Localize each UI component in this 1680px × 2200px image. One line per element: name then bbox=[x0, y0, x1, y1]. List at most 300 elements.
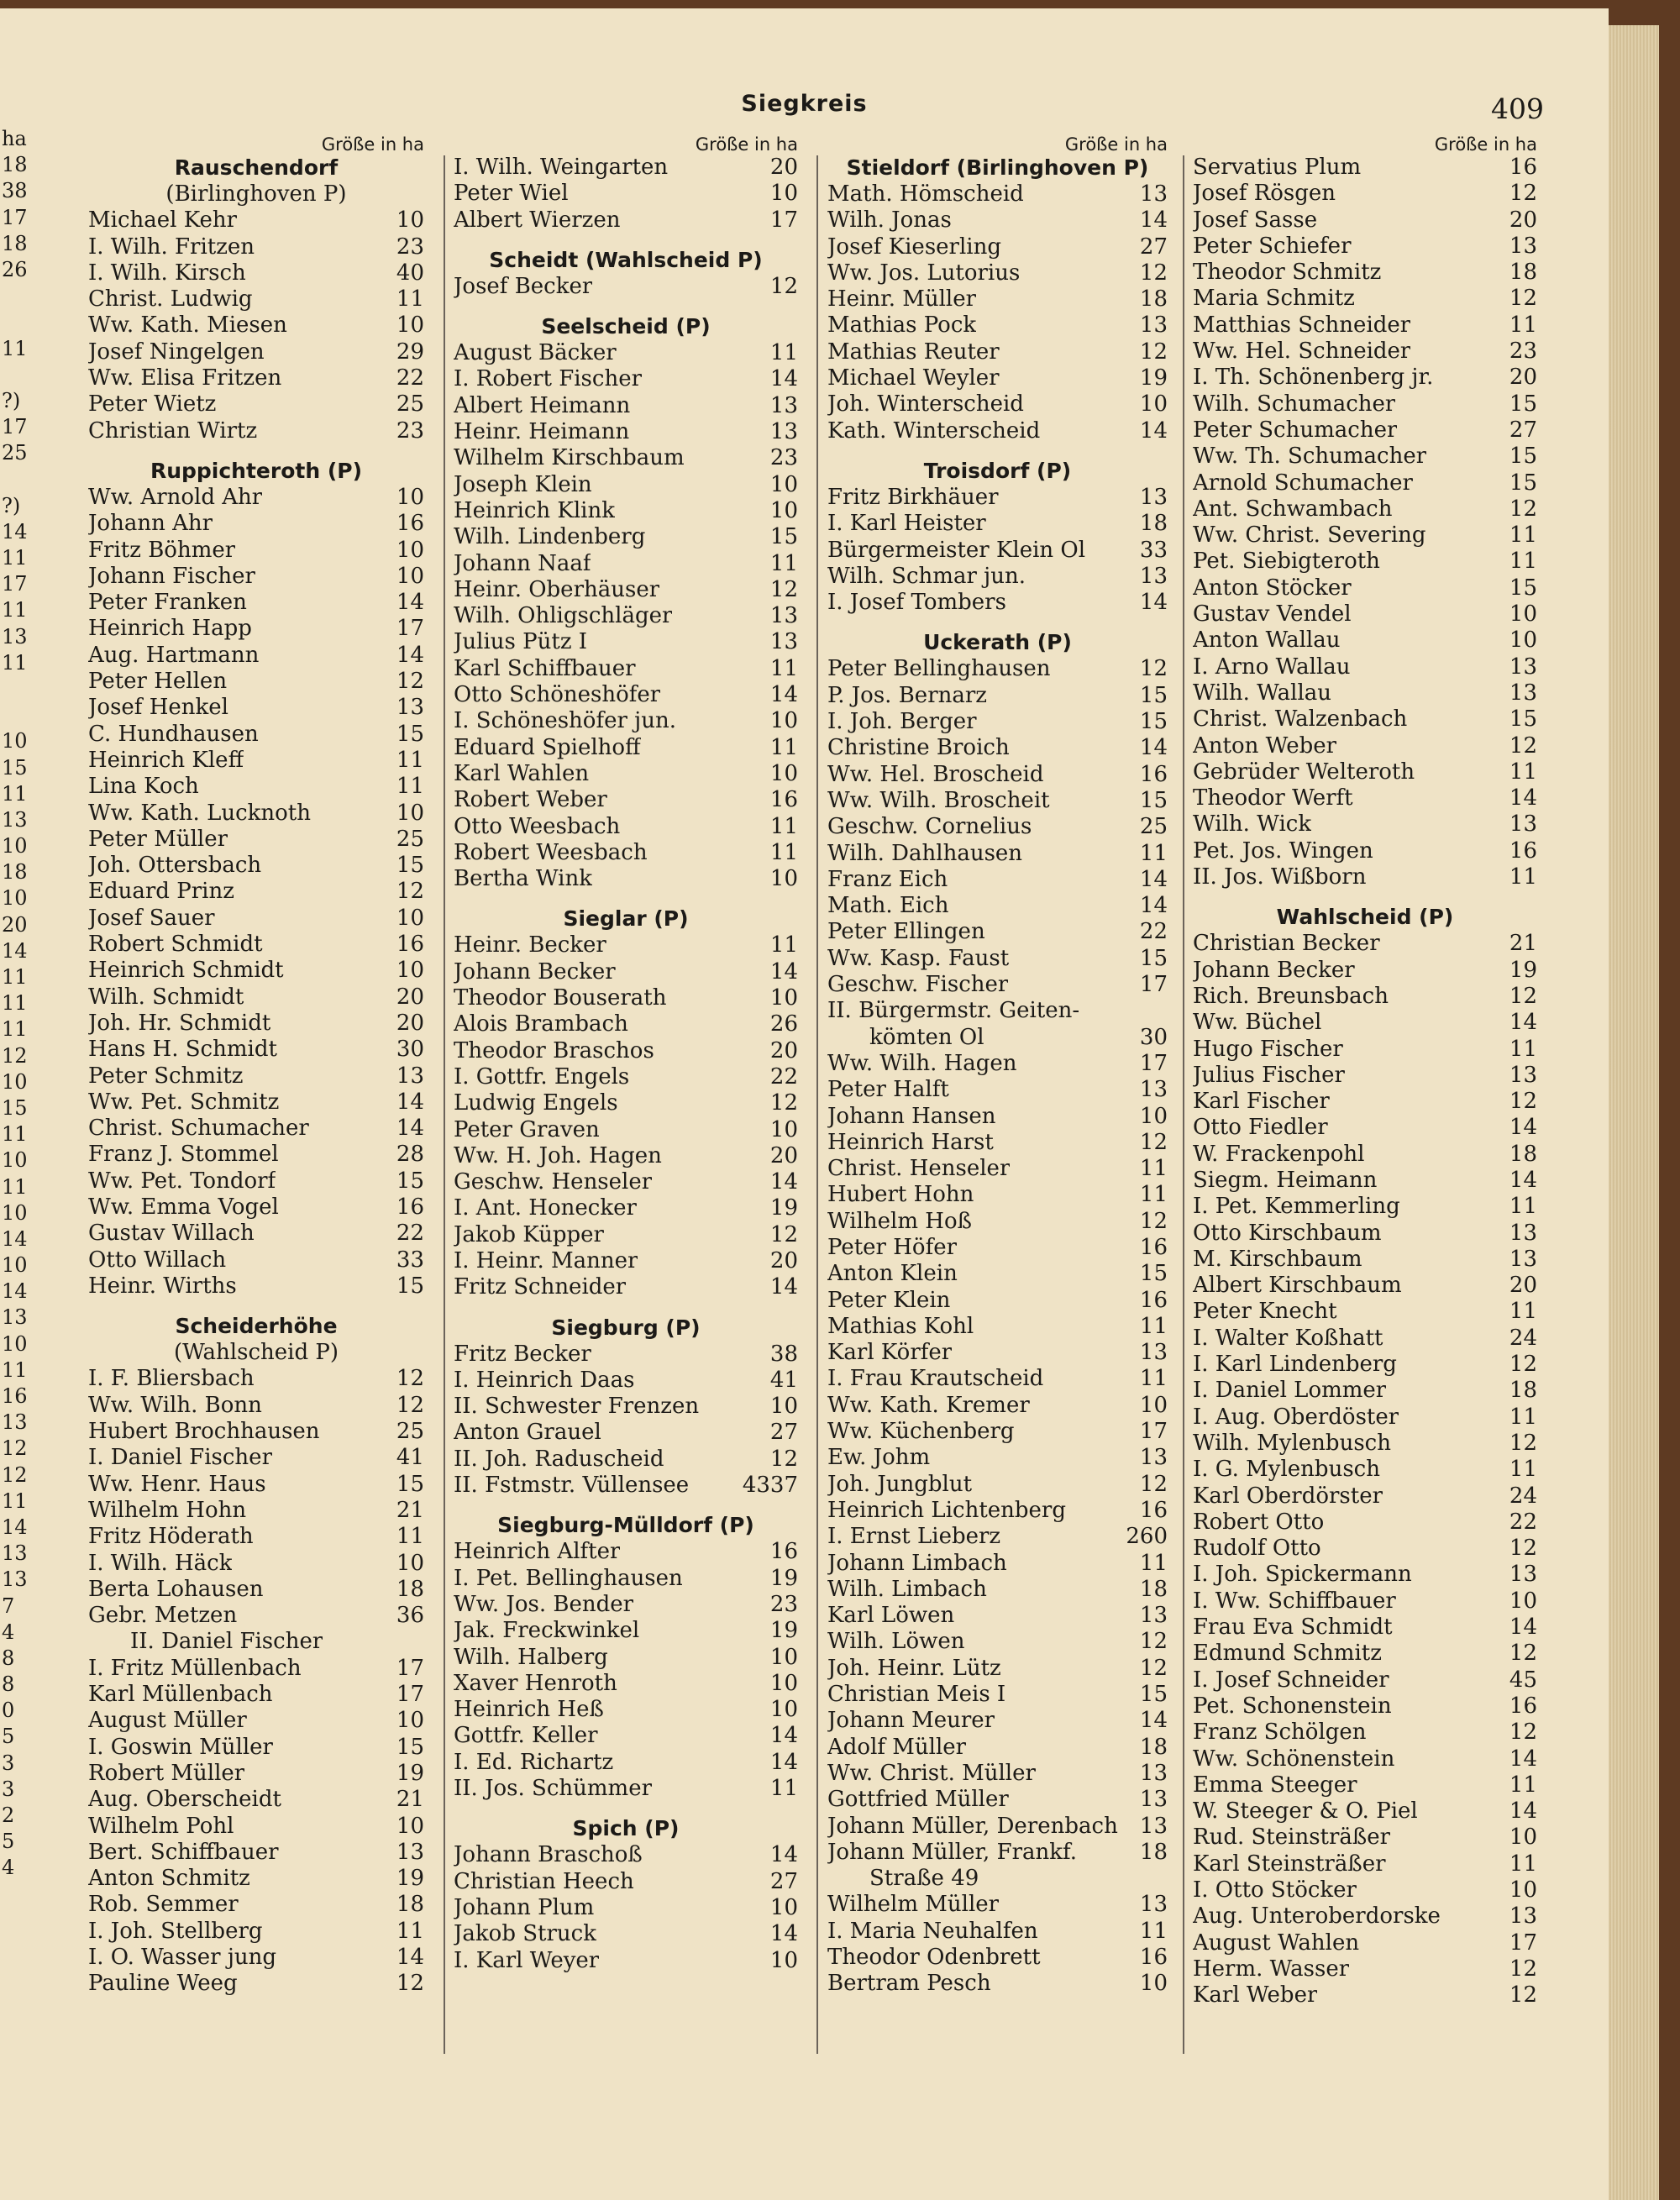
land-size: 18 bbox=[396, 1892, 424, 1918]
owner-entry bbox=[88, 774, 424, 800]
owner-name: I. Pet. Kemmerling bbox=[1193, 1194, 1400, 1220]
size-unit-label: Größe in ha bbox=[1064, 134, 1168, 155]
owner-name: Joh. Winterscheid bbox=[827, 391, 1024, 417]
land-size: 14 bbox=[396, 1945, 424, 1970]
owner-name: I. Otto Stöcker bbox=[1193, 1877, 1357, 1903]
land-size: 14 bbox=[396, 590, 424, 616]
owner-name: Karl Körfer bbox=[827, 1340, 953, 1366]
owner-entry bbox=[454, 1566, 798, 1592]
owner-entry bbox=[88, 312, 424, 339]
owner-entry bbox=[827, 1735, 1168, 1761]
owner-name: I. Karl Weyer bbox=[454, 1947, 600, 1973]
owner-entry bbox=[1193, 1115, 1537, 1141]
owner-entry bbox=[454, 577, 798, 603]
land-size: 20 bbox=[769, 1142, 798, 1168]
owner-name: Rob. Semmer bbox=[88, 1892, 239, 1918]
owner-name: Ww. Emma Vogel bbox=[88, 1194, 279, 1220]
owner-entry bbox=[1193, 1720, 1537, 1746]
land-size: 10 bbox=[769, 1670, 798, 1696]
owner-entry bbox=[1193, 286, 1537, 312]
land-size: 12 bbox=[769, 273, 798, 299]
owner-entry bbox=[827, 735, 1168, 761]
owner-entry bbox=[1193, 1221, 1537, 1247]
owner-name: I. Maria Neuhalfen bbox=[827, 1918, 1038, 1944]
owner-entry bbox=[454, 1274, 798, 1300]
owner-entry bbox=[827, 312, 1168, 339]
land-size: 10 bbox=[769, 708, 798, 734]
owner-entry bbox=[88, 1037, 424, 1063]
land-size: 12 bbox=[1509, 1089, 1537, 1115]
owner-name: I. Joh. Stellberg bbox=[88, 1918, 263, 1944]
owner-name: I. Frau Krautscheid bbox=[827, 1366, 1044, 1392]
owner-name: Christ. Ludwig bbox=[88, 286, 253, 312]
margin-value bbox=[0, 309, 42, 335]
owner-entry bbox=[88, 1524, 424, 1550]
owner-entry bbox=[827, 564, 1168, 590]
owner-entry bbox=[454, 1447, 798, 1473]
owner-entry bbox=[88, 260, 424, 286]
owner-entry bbox=[1193, 1956, 1537, 1982]
land-size: 15 bbox=[396, 853, 424, 879]
owner-entry bbox=[88, 1195, 424, 1221]
locality-title: Uckerath (P) bbox=[923, 630, 1072, 655]
locality-title: Siegburg (P) bbox=[551, 1315, 701, 1340]
owner-entry bbox=[827, 1629, 1168, 1655]
land-size: 15 bbox=[769, 524, 798, 550]
owner-name: Josef Sauer bbox=[88, 905, 215, 931]
owner-entry bbox=[454, 340, 798, 366]
land-size: 13 bbox=[1509, 680, 1537, 706]
owner-entry bbox=[88, 958, 424, 984]
owner-entry bbox=[88, 1393, 424, 1419]
land-size: 10 bbox=[1509, 1825, 1537, 1851]
land-size: 10 bbox=[1139, 1971, 1168, 1997]
land-size: 11 bbox=[1509, 1036, 1537, 1062]
owner-entry bbox=[827, 511, 1168, 537]
owner-entry bbox=[827, 260, 1168, 286]
owner-name: Johann Limbach bbox=[827, 1550, 1007, 1576]
owner-entry bbox=[88, 669, 424, 695]
owner-entry bbox=[454, 682, 798, 708]
owner-entry bbox=[827, 1551, 1168, 1577]
margin-value: 14 bbox=[2, 1515, 28, 1539]
owner-name: Johann Plum bbox=[454, 1894, 595, 1920]
margin-value: 7 bbox=[2, 1594, 15, 1618]
owner-entry bbox=[1193, 1037, 1537, 1063]
margin-value: 11 bbox=[2, 1017, 28, 1042]
owner-entry bbox=[1193, 1247, 1537, 1273]
running-head: Siegkreis bbox=[741, 91, 868, 117]
land-size: 11 bbox=[1139, 1550, 1168, 1576]
owner-entry bbox=[1193, 811, 1537, 837]
land-size: 23 bbox=[1509, 339, 1537, 365]
owner-entry bbox=[88, 538, 424, 564]
land-size: 15 bbox=[1509, 444, 1537, 470]
owner-name: Fritz Böhmer bbox=[88, 537, 236, 563]
land-size: 10 bbox=[1139, 1103, 1168, 1129]
margin-value: 13 bbox=[2, 1541, 28, 1566]
owner-entry bbox=[1193, 1378, 1537, 1404]
owner-name: Wilh. Mylenbusch bbox=[1193, 1430, 1391, 1456]
owner-name: Jakob Struck bbox=[454, 1921, 596, 1947]
land-size: 14 bbox=[769, 366, 798, 392]
owner-entry bbox=[88, 1551, 424, 1577]
owner-name: Fritz Schneider bbox=[454, 1274, 627, 1300]
owner-name: August Bäcker bbox=[454, 340, 617, 366]
land-size bbox=[1126, 998, 1168, 1024]
owner-entry bbox=[454, 1895, 798, 1921]
land-size: 18 bbox=[1139, 286, 1168, 312]
land-size: 11 bbox=[769, 1776, 798, 1802]
owner-name: Hugo Fischer bbox=[1193, 1036, 1343, 1062]
owner-name: Math. Eich bbox=[827, 893, 949, 919]
margin-value bbox=[0, 676, 42, 702]
land-size: 20 bbox=[1509, 1273, 1537, 1299]
land-size: 24 bbox=[1509, 1325, 1537, 1351]
land-size: 18 bbox=[1139, 1839, 1168, 1865]
land-size: 10 bbox=[396, 905, 424, 931]
owner-entry bbox=[1193, 1089, 1537, 1115]
land-size: 10 bbox=[769, 181, 798, 207]
owner-name: Wilhelm Pohl bbox=[88, 1813, 234, 1839]
owner-entry bbox=[454, 1143, 798, 1169]
owner-entry bbox=[88, 1419, 424, 1445]
owner-name: Christine Broich bbox=[827, 735, 1010, 761]
owner-name: I. Karl Lindenberg bbox=[1193, 1352, 1397, 1378]
land-size: 14 bbox=[1509, 1115, 1537, 1141]
owner-entry bbox=[827, 418, 1168, 444]
owner-entry bbox=[1193, 1588, 1537, 1615]
land-size: 12 bbox=[396, 1971, 424, 1997]
land-size: 33 bbox=[396, 1247, 424, 1273]
land-size: 10 bbox=[769, 1394, 798, 1420]
margin-value: ?) bbox=[2, 388, 21, 412]
land-size: 13 bbox=[1509, 811, 1537, 837]
owner-entry bbox=[454, 656, 798, 682]
land-size: 19 bbox=[769, 1565, 798, 1591]
land-size: 19 bbox=[1509, 957, 1537, 983]
owner-entry bbox=[88, 1919, 424, 1945]
owner-name: I. Fritz Müllenbach bbox=[88, 1655, 302, 1681]
land-size: 16 bbox=[1139, 1497, 1168, 1523]
owner-name: Robert Weesbach bbox=[454, 839, 648, 865]
owner-name: I. Heinrich Daas bbox=[454, 1367, 635, 1393]
margin-value: 10 bbox=[2, 729, 28, 753]
land-size: 17 bbox=[769, 207, 798, 233]
owner-entry bbox=[454, 524, 798, 550]
owner-entry bbox=[454, 1592, 798, 1618]
owner-name: Hubert Brochhausen bbox=[88, 1419, 320, 1445]
land-size: 15 bbox=[396, 1168, 424, 1194]
margin-value: ha bbox=[2, 127, 27, 150]
page-edges bbox=[1609, 25, 1659, 2200]
owner-name: Geschw. Henseler bbox=[454, 1169, 653, 1195]
owner-entry bbox=[827, 181, 1168, 207]
owner-name: Franz Eich bbox=[827, 866, 948, 892]
land-size: 23 bbox=[769, 445, 798, 471]
margin-value: 15 bbox=[2, 1095, 28, 1120]
owner-entry bbox=[827, 1866, 1168, 1892]
owner-entry bbox=[827, 919, 1168, 945]
owner-entry bbox=[827, 1261, 1168, 1287]
land-size: 15 bbox=[396, 1471, 424, 1497]
owner-entry bbox=[88, 906, 424, 932]
owner-entry bbox=[88, 485, 424, 511]
land-size: 18 bbox=[1139, 511, 1168, 537]
land-size: 15 bbox=[1509, 391, 1537, 417]
owner-entry bbox=[827, 1156, 1168, 1182]
land-size: 14 bbox=[396, 1116, 424, 1142]
land-size: 14 bbox=[769, 1749, 798, 1775]
land-size: 16 bbox=[1139, 1234, 1168, 1260]
locality-section bbox=[454, 247, 798, 300]
owner-entry bbox=[454, 1473, 798, 1499]
land-size: 16 bbox=[1139, 1945, 1168, 1970]
land-size: 14 bbox=[1139, 735, 1168, 761]
owner-name: I. Ant. Honecker bbox=[454, 1195, 637, 1221]
land-size: 14 bbox=[1509, 1746, 1537, 1772]
owner-name: Aug. Oberscheidt bbox=[88, 1787, 281, 1813]
land-size: 17 bbox=[1509, 1930, 1537, 1956]
land-size: 10 bbox=[769, 985, 798, 1011]
owner-entry bbox=[827, 972, 1168, 998]
land-size: 19 bbox=[769, 1195, 798, 1221]
land-size: 11 bbox=[1139, 1182, 1168, 1208]
column-1 bbox=[88, 134, 424, 1998]
owner-entry bbox=[88, 1787, 424, 1813]
land-size: 12 bbox=[1509, 181, 1537, 207]
land-size: 11 bbox=[769, 813, 798, 839]
land-size: 20 bbox=[769, 1247, 798, 1273]
land-size: 22 bbox=[1139, 919, 1168, 945]
owner-entry bbox=[454, 708, 798, 734]
locality-title: Ruppichteroth (P) bbox=[150, 458, 363, 483]
margin-value: 14 bbox=[2, 1279, 28, 1304]
land-size: 23 bbox=[396, 234, 424, 260]
owner-name: Heinrich Kleff bbox=[88, 747, 244, 773]
owner-entry bbox=[454, 814, 798, 840]
owner-name: Rud. Steinsträßer bbox=[1193, 1825, 1391, 1851]
land-size: 14 bbox=[396, 642, 424, 668]
owner-entry bbox=[88, 564, 424, 590]
owner-entry bbox=[88, 1840, 424, 1866]
owner-name: I. Wilh. Kirsch bbox=[88, 260, 246, 286]
owner-name: Joh. Heinr. Lütz bbox=[827, 1655, 1001, 1681]
locality-title: Seelscheid (P) bbox=[541, 314, 711, 339]
owner-entry bbox=[1193, 1877, 1537, 1903]
margin-value: 17 bbox=[2, 415, 28, 439]
land-size: 12 bbox=[769, 1090, 798, 1116]
owner-entry bbox=[827, 656, 1168, 682]
owner-entry bbox=[827, 538, 1168, 564]
owner-entry bbox=[88, 1708, 424, 1734]
size-unit-label: Größe in ha bbox=[695, 134, 798, 155]
owner-entry bbox=[1193, 1142, 1537, 1168]
land-size: 36 bbox=[396, 1603, 424, 1629]
owner-name: W. Frackenpohl bbox=[1193, 1141, 1365, 1167]
owner-entry bbox=[454, 1342, 798, 1368]
owner-name: Johann Fischer bbox=[88, 563, 255, 589]
owner-name: Albert Wierzen bbox=[454, 207, 621, 233]
land-size: 16 bbox=[396, 511, 424, 537]
owner-entry bbox=[1193, 627, 1537, 654]
owner-entry bbox=[88, 1366, 424, 1392]
locality-title: Sieglar (P) bbox=[563, 906, 689, 932]
owner-name: Heinr. Müller bbox=[827, 286, 977, 312]
owner-entry bbox=[827, 1419, 1168, 1445]
land-size: 15 bbox=[1139, 1682, 1168, 1708]
owner-name: Gebr. Metzen bbox=[88, 1603, 238, 1629]
owner-entry bbox=[827, 1814, 1168, 1840]
owner-entry bbox=[1193, 522, 1537, 549]
owner-name: Fritz Becker bbox=[454, 1341, 591, 1367]
land-size: 12 bbox=[1509, 1430, 1537, 1456]
margin-value: 8 bbox=[2, 1672, 15, 1697]
land-size: 14 bbox=[769, 1921, 798, 1947]
land-size: 41 bbox=[396, 1445, 424, 1471]
land-size: 12 bbox=[396, 1366, 424, 1392]
land-size: 45 bbox=[1509, 1667, 1537, 1693]
land-size: 17 bbox=[396, 1655, 424, 1681]
owner-entry bbox=[1193, 365, 1537, 391]
owner-name: Peter Müller bbox=[88, 826, 228, 852]
owner-entry bbox=[1193, 1615, 1537, 1641]
size-unit-label: Größe in ha bbox=[321, 134, 424, 155]
owner-name: Math. Hömscheid bbox=[827, 181, 1024, 207]
land-size: 15 bbox=[1139, 682, 1168, 708]
margin-value: 25 bbox=[2, 441, 28, 465]
land-size: 13 bbox=[1139, 1603, 1168, 1629]
land-size: 13 bbox=[396, 695, 424, 721]
owner-name: Heinrich Alfter bbox=[454, 1539, 621, 1565]
land-size: 11 bbox=[1509, 1457, 1537, 1483]
land-size: 12 bbox=[1509, 1956, 1537, 1982]
owner-name: Mathias Reuter bbox=[827, 339, 1000, 365]
margin-value: 18 bbox=[2, 153, 28, 177]
land-size: 11 bbox=[1139, 840, 1168, 866]
owner-name: Johann Hansen bbox=[827, 1103, 996, 1129]
land-size: 33 bbox=[1139, 537, 1168, 563]
owner-entry bbox=[454, 1921, 798, 1947]
owner-entry bbox=[1193, 1772, 1537, 1798]
owner-name: Julius Pütz I bbox=[454, 629, 588, 655]
land-size: 10 bbox=[396, 1708, 424, 1734]
land-size: 11 bbox=[396, 1524, 424, 1550]
owner-entry bbox=[827, 893, 1168, 919]
margin-value: 0 bbox=[2, 1699, 15, 1723]
owner-name: Wilh. Wick bbox=[1193, 811, 1312, 837]
owner-entry bbox=[88, 339, 424, 365]
owner-entry bbox=[1193, 1536, 1537, 1562]
margin-value: 5 bbox=[2, 1830, 15, 1854]
owner-entry bbox=[88, 1011, 424, 1037]
owner-name: Frau Eva Schmidt bbox=[1193, 1615, 1393, 1641]
land-size: 13 bbox=[1139, 1813, 1168, 1839]
owner-name: Peter Höfer bbox=[827, 1234, 958, 1260]
land-size: 12 bbox=[1509, 732, 1537, 759]
locality-title: Troisdorf (P) bbox=[923, 458, 1072, 483]
owner-entry bbox=[88, 616, 424, 642]
land-size: 11 bbox=[1509, 864, 1537, 890]
owner-entry bbox=[88, 879, 424, 905]
owner-entry bbox=[1193, 1510, 1537, 1536]
owner-name: Franz Schölgen bbox=[1193, 1720, 1367, 1746]
land-size: 27 bbox=[1509, 417, 1537, 443]
owner-name: Ew. Johm bbox=[827, 1445, 931, 1471]
land-size: 40 bbox=[396, 260, 424, 286]
land-size: 10 bbox=[1509, 601, 1537, 627]
owner-name: II. Jos. Wißborn bbox=[1193, 864, 1367, 890]
owner-entry bbox=[827, 1051, 1168, 1077]
owner-name: I. Joh. Berger bbox=[827, 709, 977, 735]
owner-name: Hubert Hohn bbox=[827, 1182, 974, 1208]
land-size: 14 bbox=[769, 1274, 798, 1300]
owner-name: I. Josef Tombers bbox=[827, 590, 1006, 616]
owner-entry bbox=[1193, 391, 1537, 417]
land-size: 17 bbox=[396, 1682, 424, 1708]
owner-entry bbox=[1193, 339, 1537, 365]
owner-entry bbox=[1193, 1273, 1537, 1299]
owner-name: I. Walter Koßhatt bbox=[1193, 1325, 1383, 1351]
locality-section bbox=[88, 1313, 424, 1997]
land-size: 14 bbox=[1139, 207, 1168, 234]
owner-name: Karl Müllenbach bbox=[88, 1682, 273, 1708]
owner-entry bbox=[1193, 470, 1537, 496]
owner-entry bbox=[827, 1209, 1168, 1235]
owner-name: Ww. Küchenberg bbox=[827, 1419, 1015, 1445]
land-size: 11 bbox=[1509, 312, 1537, 338]
margin-value: 15 bbox=[2, 755, 28, 780]
land-size: 25 bbox=[1139, 814, 1168, 840]
locality-section bbox=[827, 629, 1168, 1997]
margin-value: 14 bbox=[2, 519, 28, 543]
margin-value: 10 bbox=[2, 1200, 28, 1225]
owner-name: Peter Hellen bbox=[88, 669, 228, 695]
owner-name: Karl Steinsträßer bbox=[1193, 1851, 1386, 1877]
owner-entry bbox=[454, 1117, 798, 1143]
owner-name: Ww. Elisa Fritzen bbox=[88, 365, 282, 391]
owner-name: I. O. Wasser jung bbox=[88, 1945, 277, 1970]
land-size: 29 bbox=[396, 339, 424, 365]
owner-name: Ww. Henr. Haus bbox=[88, 1471, 266, 1497]
owner-entry bbox=[454, 419, 798, 445]
owner-entry bbox=[827, 998, 1168, 1024]
owner-name: Bertha Wink bbox=[454, 866, 592, 892]
owner-entry bbox=[1193, 1326, 1537, 1352]
owner-name: Peter Bellinghausen bbox=[827, 656, 1051, 682]
land-size: 14 bbox=[769, 958, 798, 984]
owner-name: Fritz Höderath bbox=[88, 1524, 254, 1550]
owner-entry bbox=[827, 1787, 1168, 1813]
owner-entry bbox=[454, 1618, 798, 1644]
owner-name: Wilh. Halberg bbox=[454, 1644, 608, 1670]
owner-entry bbox=[454, 393, 798, 419]
owner-name: Karl Wahlen bbox=[454, 760, 590, 786]
margin-value: 13 bbox=[2, 1305, 28, 1330]
land-size: 14 bbox=[1509, 1010, 1537, 1036]
owner-name: August Wahlen bbox=[1193, 1930, 1360, 1956]
owner-entry bbox=[1193, 260, 1537, 286]
owner-name: Karl Weber bbox=[1193, 1982, 1318, 2008]
land-size: 11 bbox=[396, 286, 424, 312]
land-size: 10 bbox=[769, 1644, 798, 1670]
land-size: 17 bbox=[1139, 1050, 1168, 1076]
land-size: 16 bbox=[1139, 1287, 1168, 1313]
land-size: 22 bbox=[396, 365, 424, 391]
land-size: 10 bbox=[396, 537, 424, 563]
owner-name: Christ. Schumacher bbox=[88, 1116, 309, 1142]
owner-name: Servatius Plum bbox=[1193, 155, 1362, 180]
